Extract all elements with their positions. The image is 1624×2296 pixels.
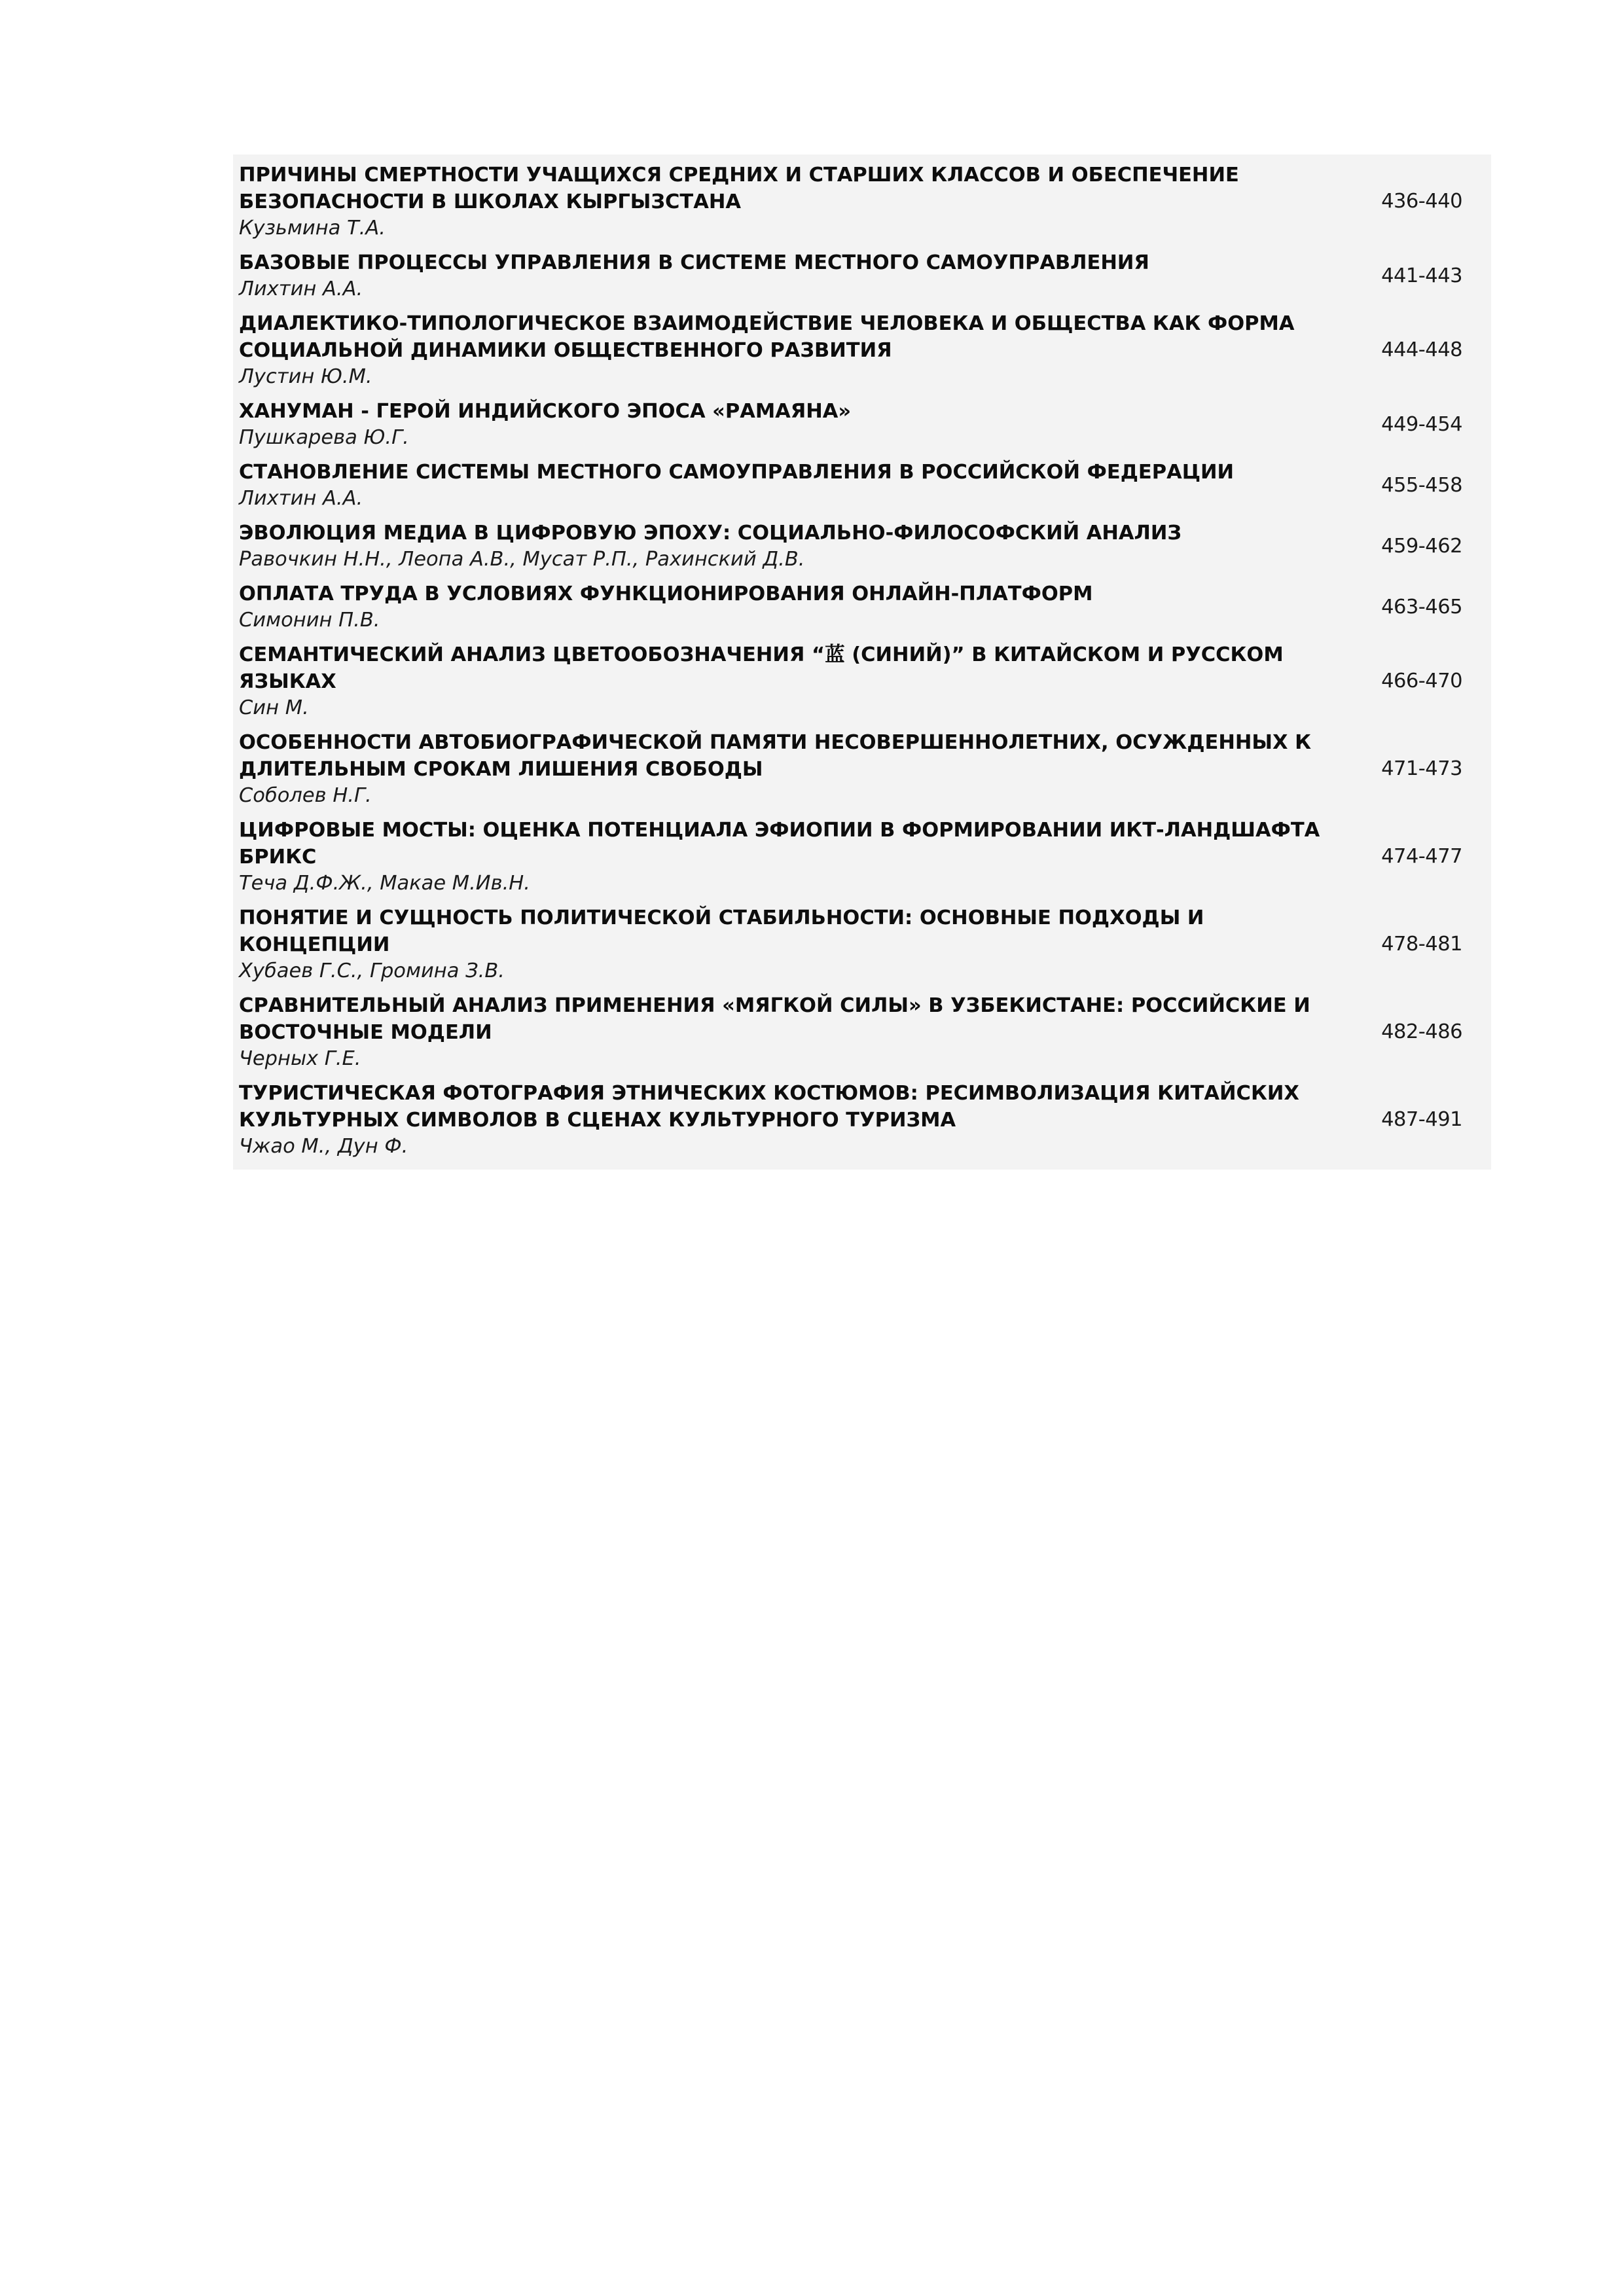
page-range: 478-481 [1381, 933, 1462, 956]
toc-entry-text [233, 992, 1333, 1072]
toc-entry [233, 814, 1491, 901]
article-authors: Равочкин Н.Н., Леопа А.В., Мусат Р.П., Рахинский Д.В. [239, 548, 805, 571]
page-range: 444-448 [1381, 338, 1462, 361]
page-range: 482-486 [1381, 1020, 1462, 1043]
toc-entry [233, 901, 1491, 989]
page-range: 441-443 [1381, 264, 1462, 287]
article-title-line: ЦИФРОВЫЕ МОСТЫ: ОЦЕНКА ПОТЕНЦИАЛА ЭФИОПИИ В ФОРМИРОВАНИИ ИКТ-ЛАНДШАФТА [239, 819, 1320, 842]
toc-entry [233, 307, 1491, 395]
article-title-line: ОСОБЕННОСТИ АВТОБИОГРАФИЧЕСКОЙ ПАМЯТИ НЕСОВЕРШЕННОЛЕТНИХ, ОСУЖДЕННЫХ К [239, 731, 1312, 754]
toc-entry [233, 395, 1491, 456]
article-authors: Симонин П.В. [239, 609, 380, 632]
article-title-line: СРАВНИТЕЛЬНЫЙ АНАЛИЗ ПРИМЕНЕНИЯ «МЯГКОЙ СИЛЫ» В УЗБЕКИСТАНЕ: РОССИЙСКИЕ И [239, 994, 1310, 1017]
article-title-line: СЕМАНТИЧЕСКИЙ АНАЛИЗ ЦВЕТООБОЗНАЧЕНИЯ “蓝 (СИНИЙ)” В КИТАЙСКОМ И РУССКОМ [239, 643, 1284, 666]
page-range: 459-462 [1381, 534, 1462, 558]
toc-entry [233, 989, 1491, 1077]
toc-entry [233, 246, 1491, 307]
page-range: 487-491 [1381, 1108, 1462, 1131]
page-range: 471-473 [1381, 757, 1462, 780]
article-authors: Соболев Н.Г. [239, 784, 372, 807]
toc-entry [233, 638, 1491, 726]
toc-entry-text [233, 581, 1333, 634]
article-authors: Син М. [239, 696, 309, 719]
toc-entry-text [233, 162, 1333, 242]
toc-entry-text [233, 905, 1333, 984]
article-title-line: СТАНОВЛЕНИЕ СИСТЕМЫ МЕСТНОГО САМОУПРАВЛЕНИЯ В РОССИЙСКОЙ ФЕДЕРАЦИИ [239, 461, 1235, 484]
toc-entry-text [233, 459, 1333, 512]
toc-entry [233, 158, 1491, 246]
article-authors: Лихтин А.А. [239, 487, 363, 510]
table-of-contents [233, 154, 1491, 1170]
article-authors: Теча Д.Ф.Ж., Макае М.Ив.Н. [239, 872, 530, 895]
toc-entry [233, 456, 1491, 516]
article-title-line: ДИАЛЕКТИКО-ТИПОЛОГИЧЕСКОЕ ВЗАИМОДЕЙСТВИЕ ЧЕЛОВЕКА И ОБЩЕСТВА КАК ФОРМА [239, 312, 1295, 335]
page-range: 449-454 [1381, 412, 1462, 436]
article-title-line: ТУРИСТИЧЕСКАЯ ФОТОГРАФИЯ ЭТНИЧЕСКИХ КОСТЮМОВ: РЕСИМВОЛИЗАЦИЯ КИТАЙСКИХ [239, 1082, 1299, 1105]
article-authors: Хубаев Г.С., Громина З.В. [239, 960, 505, 982]
article-authors: Пушкарева Ю.Г. [239, 426, 409, 449]
article-title-line: БЕЗОПАСНОСТИ В ШКОЛАХ КЫРГЫЗСТАНА [239, 190, 741, 213]
page-range: 463-465 [1381, 595, 1462, 619]
page-range: 466-470 [1381, 670, 1462, 692]
article-authors: Лустин Ю.М. [239, 365, 372, 388]
toc-entry-text [233, 310, 1333, 390]
page-range: 474-477 [1381, 845, 1462, 868]
article-title-line: ВОСТОЧНЫЕ МОДЕЛИ [239, 1021, 492, 1044]
toc-entry-text [233, 1080, 1333, 1160]
page-range: 436-440 [1381, 190, 1462, 213]
article-title-line: ХАНУМАН - ГЕРОЙ ИНДИЙСКОГО ЭПОСА «РАМАЯНА» [239, 400, 852, 423]
article-authors: Черных Г.Е. [239, 1047, 361, 1070]
article-title-line: ОПЛАТА ТРУДА В УСЛОВИЯХ ФУНКЦИОНИРОВАНИЯ ОНЛАЙН-ПЛАТФОРМ [239, 583, 1093, 605]
article-title-line: ЯЗЫКАХ [239, 670, 336, 693]
toc-entry [233, 1077, 1491, 1164]
toc-entry-text [233, 817, 1333, 897]
article-title-line: ДЛИТЕЛЬНЫМ СРОКАМ ЛИШЕНИЯ СВОБОДЫ [239, 758, 763, 781]
toc-entry [233, 516, 1491, 577]
toc-entry [233, 726, 1491, 814]
toc-entry-text [233, 641, 1333, 721]
article-title-line: СОЦИАЛЬНОЙ ДИНАМИКИ ОБЩЕСТВЕННОГО РАЗВИТИЯ [239, 339, 892, 362]
article-authors: Лихтин А.А. [239, 278, 363, 300]
article-title-line: ЭВОЛЮЦИЯ МЕДИА В ЦИФРОВУЮ ЭПОХУ: СОЦИАЛЬНО-ФИЛОСОФСКИЙ АНАЛИЗ [239, 522, 1182, 545]
toc-entry-text [233, 729, 1333, 809]
article-title-line: КУЛЬТУРНЫХ СИМВОЛОВ В СЦЕНАХ КУЛЬТУРНОГО ТУРИЗМА [239, 1109, 956, 1132]
toc-entry-text [233, 520, 1333, 573]
toc-entry-text [233, 398, 1333, 451]
page-range: 455-458 [1381, 473, 1462, 497]
article-title-line: ПОНЯТИЕ И СУЩНОСТЬ ПОЛИТИЧЕСКОЙ СТАБИЛЬНОСТИ: ОСНОВНЫЕ ПОДХОДЫ И КОНЦЕПЦИИ [239, 906, 1204, 956]
toc-entry [233, 577, 1491, 638]
article-title-line: ПРИЧИНЫ СМЕРТНОСТИ УЧАЩИХСЯ СРЕДНИХ И СТАРШИХ КЛАССОВ И ОБЕСПЕЧЕНИЕ [239, 164, 1239, 187]
article-authors: Чжао М., Дун Ф. [239, 1135, 408, 1158]
article-authors: Кузьмина Т.А. [239, 217, 386, 240]
article-title-line: БАЗОВЫЕ ПРОЦЕССЫ УПРАВЛЕНИЯ В СИСТЕМЕ МЕСТНОГО САМОУПРАВЛЕНИЯ [239, 251, 1149, 274]
article-title-line: БРИКС [239, 846, 317, 869]
toc-entry-text [233, 249, 1333, 302]
